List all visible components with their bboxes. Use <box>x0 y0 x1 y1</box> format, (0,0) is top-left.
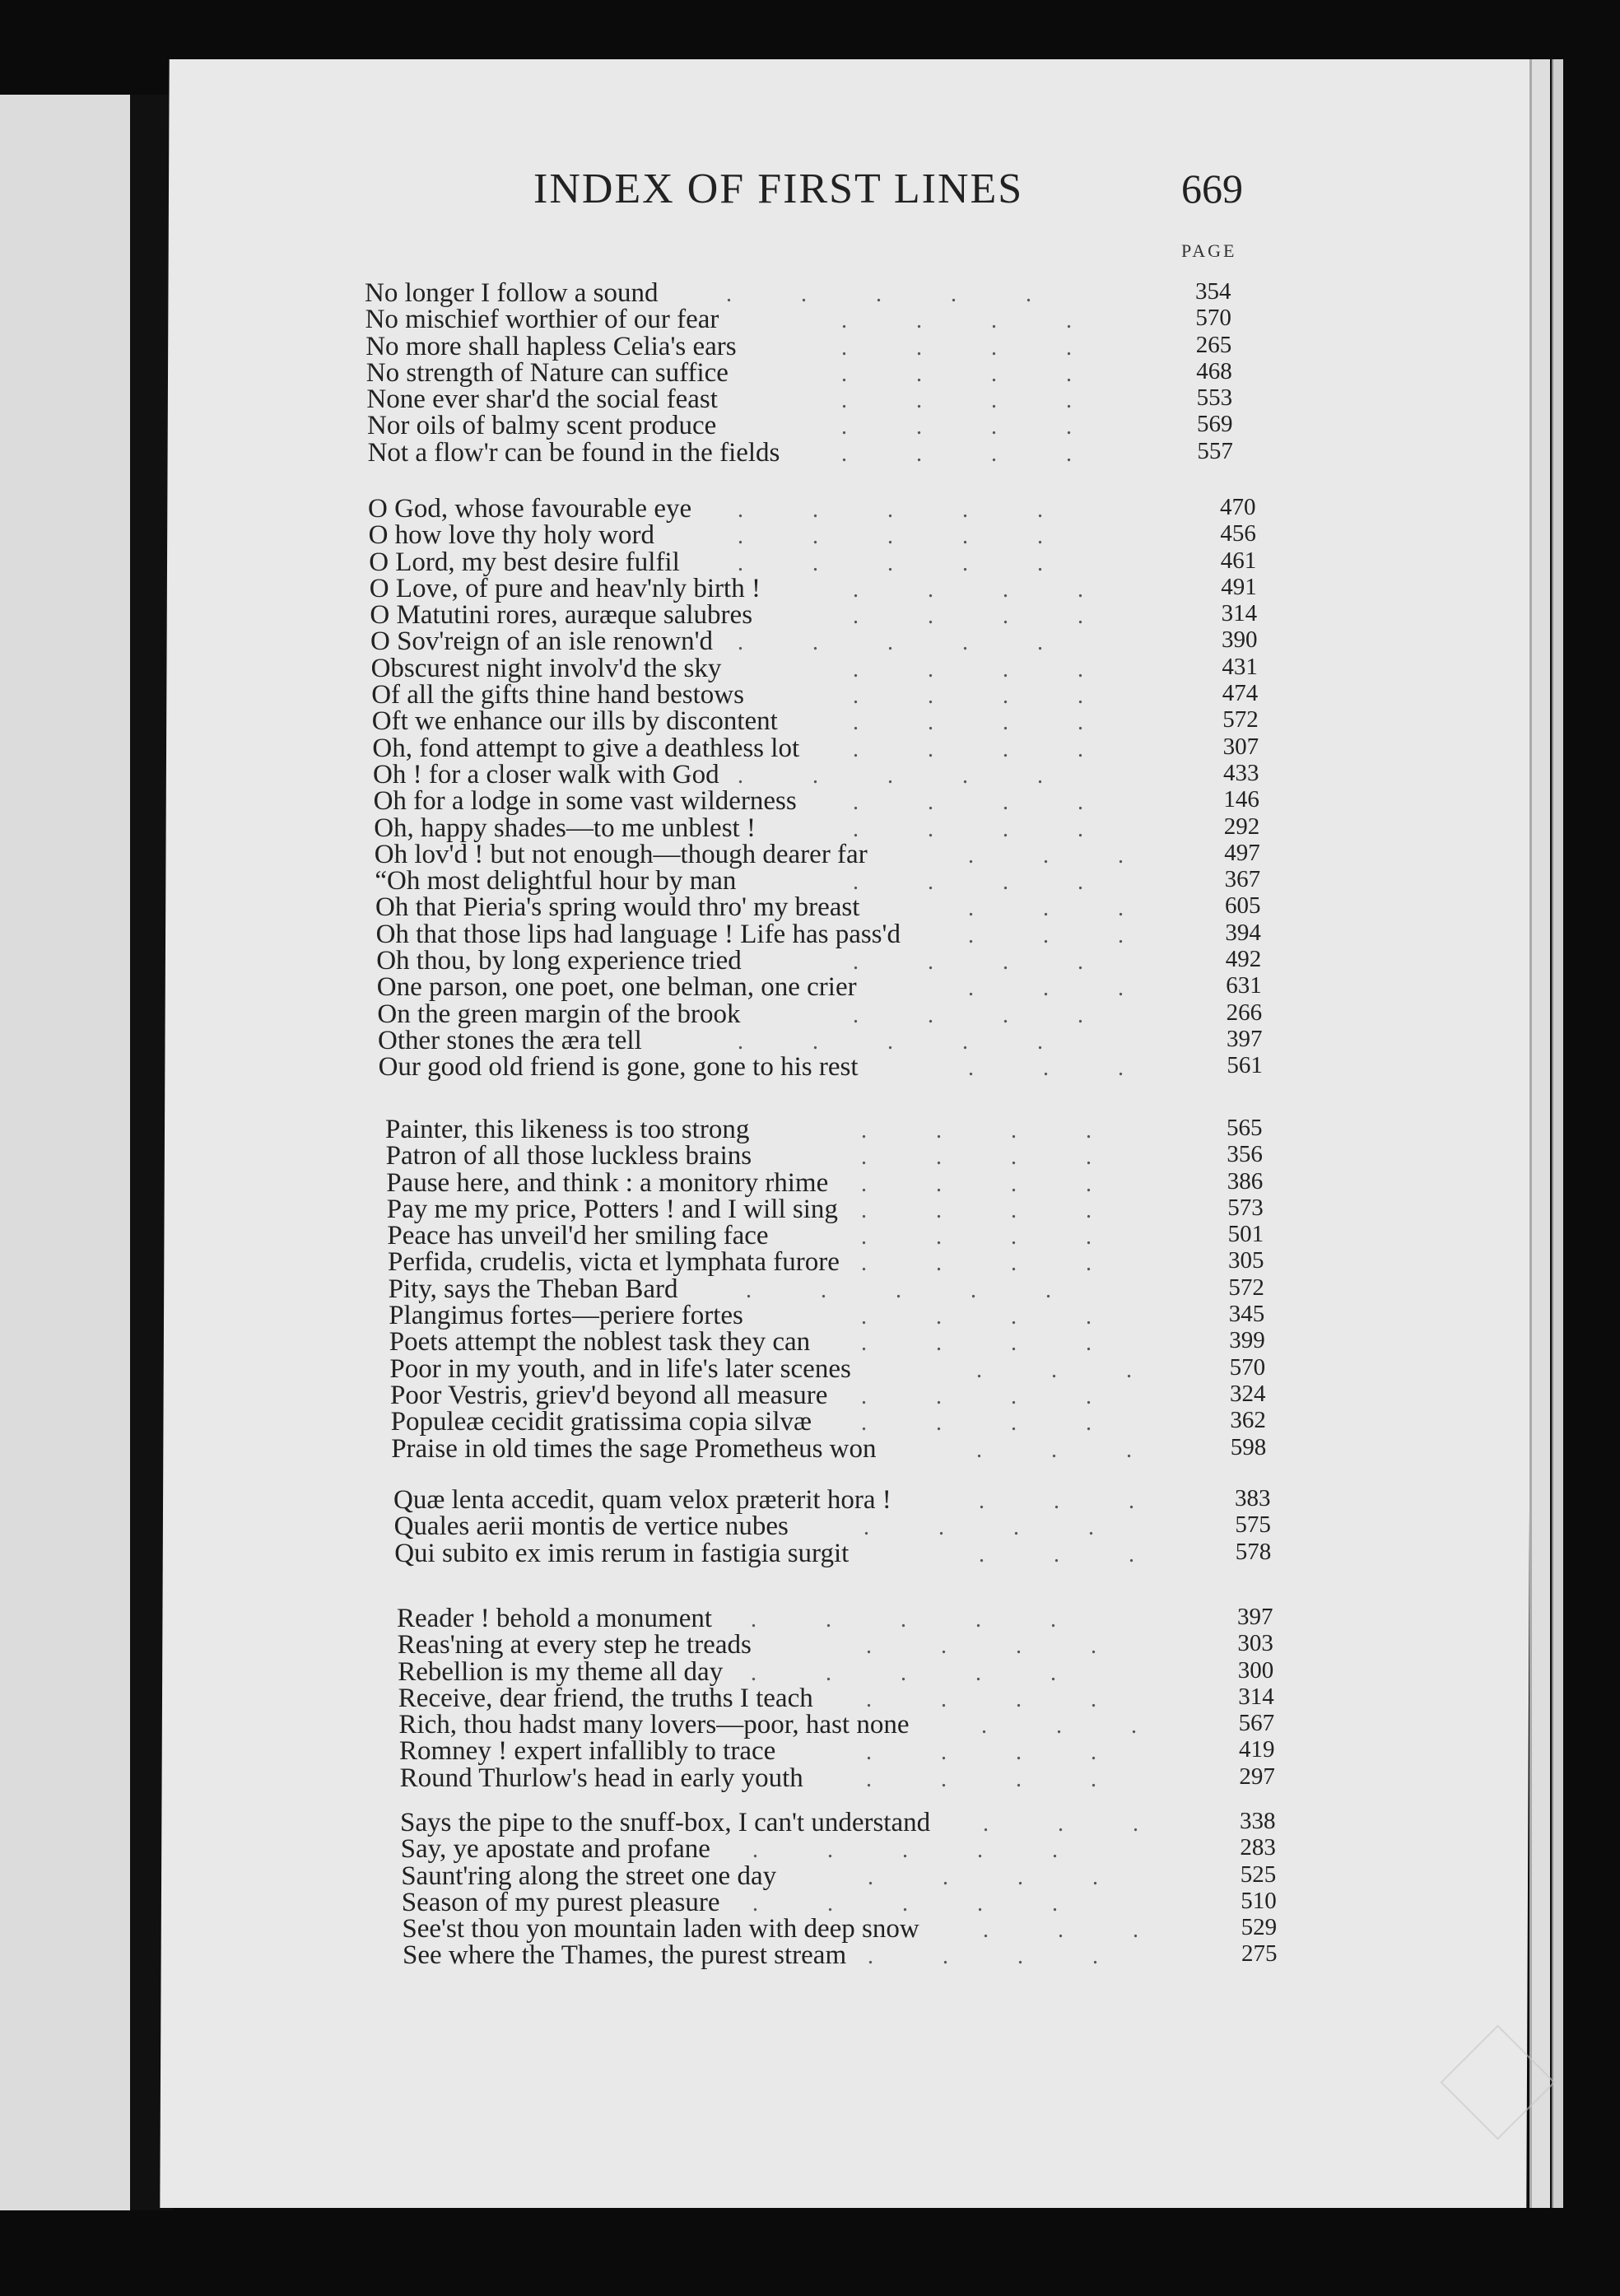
index-entry <box>0 437 1620 468</box>
dot-leader: . . . . <box>841 361 1072 387</box>
first-line-text: See where the Thames, the purest stream <box>403 1940 847 1971</box>
dot-leader: . . . <box>979 1488 1134 1514</box>
page-ref: 314 <box>1221 600 1258 627</box>
first-line-text: Reas'ning at every step he treads <box>397 1630 752 1660</box>
dot-leader: . . . . <box>861 1224 1092 1250</box>
dot-leader: . . . . <box>853 683 1083 710</box>
page-title: INDEX OF FIRST LINES <box>533 165 1024 212</box>
first-line-text: O Sov'reign of an isle renown'd <box>370 626 714 657</box>
first-line-text: Qui subito ex imis rerum in fastigia surgit <box>394 1538 850 1568</box>
index-entry <box>0 333 1620 360</box>
first-line-text: Of all the gifts thine hand bestows <box>371 680 744 710</box>
index-entry <box>0 1632 1620 1658</box>
dot-leader: . . . . <box>853 710 1083 736</box>
first-line-text: Poor in my youth, and in life's later scenes <box>389 1353 851 1384</box>
page-ref: 567 <box>1238 1710 1275 1737</box>
index-entry <box>0 1353 1620 1384</box>
index-entry <box>0 520 1620 551</box>
dot-leader: . . . . <box>861 1330 1092 1357</box>
index-entry <box>0 1247 1620 1278</box>
dot-leader: . . . . <box>861 1171 1092 1197</box>
page-ref: 146 <box>1223 786 1259 813</box>
index-entry <box>0 357 1620 388</box>
dot-leader: . . . . <box>841 414 1072 440</box>
first-line-text: Poor Vestris, griev'd beyond all measure <box>390 1380 828 1410</box>
page-ref: 303 <box>1237 1630 1273 1657</box>
index-entry <box>0 1889 1620 1916</box>
first-line-text: Oh that those lips had language ! Life has pass'd <box>375 919 901 949</box>
page-ref: 492 <box>1225 946 1262 973</box>
dot-leader: . . . . . <box>738 1028 1043 1055</box>
page-ref: 390 <box>1222 626 1258 654</box>
index-entry <box>0 815 1620 841</box>
first-line-text: Reader ! behold a monument <box>397 1604 713 1633</box>
index-entry <box>0 412 1620 439</box>
page-ref: 419 <box>1239 1736 1275 1763</box>
dot-leader: . . . . . <box>738 497 1043 523</box>
first-line-text: Obscurest night involv'd the sky <box>370 653 722 683</box>
first-line-text: Pay me my price, Potters ! and I will sing <box>386 1194 838 1224</box>
page-ref: 570 <box>1195 305 1231 332</box>
index-entry <box>0 1409 1620 1435</box>
dot-leader: . . . . <box>861 1383 1092 1409</box>
page-ref: 565 <box>1227 1115 1263 1141</box>
page-ref: 605 <box>1225 892 1261 920</box>
dot-leader: . . . . . <box>752 1890 1058 1916</box>
index-entry <box>0 496 1620 522</box>
first-line-text: One parson, one poet, one belman, one crier <box>376 972 857 1003</box>
page-ref: 561 <box>1227 1052 1263 1079</box>
first-line-text: Pause here, and think : a monitory rhime <box>386 1167 829 1198</box>
page-ref: 497 <box>1224 839 1260 866</box>
page-ref: 529 <box>1241 1914 1278 1941</box>
dot-leader: . . . . . <box>738 524 1043 550</box>
index-entry <box>0 786 1620 817</box>
first-line-text: Oft we enhance our ills by discontent <box>371 706 778 737</box>
index-entry <box>0 761 1620 788</box>
index-entry <box>0 600 1620 631</box>
page-ref: 468 <box>1196 357 1232 384</box>
first-line-text: Oh, happy shades—to me unblest ! <box>374 813 756 843</box>
dot-leader: . . . . <box>853 736 1083 762</box>
dot-leader: . . . . <box>841 440 1072 467</box>
page-ref: 314 <box>1238 1683 1274 1710</box>
dot-leader: . . . . <box>861 1410 1092 1437</box>
page-ref: 338 <box>1240 1808 1276 1834</box>
page-ref: 356 <box>1227 1141 1263 1168</box>
first-line-text: Other stones the æra tell <box>378 1025 642 1055</box>
page-ref: 300 <box>1237 1656 1274 1684</box>
page-ref: 569 <box>1197 411 1233 438</box>
page-ref: 570 <box>1229 1353 1266 1381</box>
index-section <box>0 496 1620 1081</box>
page-number: 669 <box>1181 165 1243 212</box>
dot-leader: . . . <box>983 1811 1138 1837</box>
page-ref: 275 <box>1241 1940 1278 1968</box>
index-entry <box>0 549 1620 575</box>
page-ref: 431 <box>1222 653 1258 680</box>
page-ref: 631 <box>1226 972 1262 999</box>
index-entry <box>0 1712 1620 1738</box>
first-line-text: No strength of Nature can suffice <box>365 357 729 388</box>
dot-leader: . . . <box>968 842 1124 869</box>
dot-leader: . . . <box>983 1917 1138 1944</box>
dot-leader: . . . . . <box>738 550 1043 576</box>
page-ref: 572 <box>1228 1274 1264 1301</box>
page-ref: 324 <box>1230 1380 1266 1407</box>
index-entry <box>0 1940 1620 1971</box>
page-ref: 305 <box>1228 1247 1264 1274</box>
first-line-text: Quales aerii montis de vertice nubes <box>393 1511 789 1542</box>
first-line-text: On the green margin of the brook <box>377 999 741 1029</box>
page-ref: 399 <box>1229 1327 1265 1354</box>
first-line-text: No longer I follow a sound <box>365 278 659 308</box>
index-section <box>0 1487 1620 1567</box>
page-ref: 383 <box>1235 1485 1271 1511</box>
page-ref: 461 <box>1220 547 1257 574</box>
index-entry <box>0 1027 1620 1054</box>
index-entry <box>0 1736 1620 1767</box>
page-ref: 510 <box>1241 1887 1277 1914</box>
dot-leader: . . . . <box>853 603 1083 630</box>
index-entry <box>0 866 1620 897</box>
dot-leader: . . . . <box>853 869 1083 896</box>
first-line-text: Patron of all those luckless brains <box>385 1141 752 1171</box>
first-line-text: Season of my purest pleasure <box>401 1887 720 1917</box>
index-entry <box>0 1863 1620 1889</box>
index-entry <box>0 1540 1620 1567</box>
page-ref: 573 <box>1227 1194 1264 1221</box>
index-entry <box>0 384 1620 415</box>
first-line-text: Our good old friend is gone, gone to his rest <box>378 1052 859 1083</box>
dot-leader: . . . . <box>866 1686 1096 1712</box>
page-ref: 557 <box>1197 437 1233 464</box>
first-line-text: O Love, of pure and heav'nly birth ! <box>369 573 761 603</box>
first-line-text: Oh that Pieria's spring would thro' my breast <box>375 892 860 923</box>
dot-leader: . . . . <box>841 308 1072 334</box>
index-entry <box>0 972 1620 1003</box>
first-line-text: Saunt'ring along the street one day <box>401 1861 777 1891</box>
first-line-text: No mischief worthier of our fear <box>365 305 719 335</box>
index-section <box>0 1809 1620 1969</box>
page-ref: 394 <box>1225 919 1261 946</box>
page-ref: 578 <box>1235 1538 1272 1565</box>
page-ref: 345 <box>1228 1301 1265 1328</box>
first-line-text: Romney ! expert infallibly to trace <box>399 1736 776 1767</box>
first-line-text: Perfida, crudelis, victa et lymphata furore <box>388 1247 840 1278</box>
first-line-text: Oh, fond attempt to give a deathless lot <box>372 733 800 763</box>
index-entry <box>0 682 1620 708</box>
page-ref: 292 <box>1223 813 1260 840</box>
index-entry <box>0 1143 1620 1169</box>
first-line-text: Painter, this likeness is too strong <box>385 1115 750 1144</box>
index-entry <box>0 1167 1620 1198</box>
dot-leader: . . . . <box>841 388 1072 414</box>
index-entry <box>0 626 1620 657</box>
page-ref: 470 <box>1220 494 1256 520</box>
dot-leader: . . . . <box>864 1515 1094 1541</box>
page-ref: 354 <box>1195 278 1231 305</box>
index-entry <box>0 1809 1620 1836</box>
index-entry <box>0 1916 1620 1942</box>
dot-leader: . . . . <box>866 1739 1096 1766</box>
page-ref: 572 <box>1222 706 1259 734</box>
dot-leader: . . . . . <box>752 1837 1058 1864</box>
first-line-text: Round Thurlow's head in early youth <box>399 1763 803 1793</box>
first-line-text: O Lord, my best desire fulfil <box>369 547 680 577</box>
first-line-text: Quæ lenta accedit, quam velox præterit hora ! <box>393 1485 891 1515</box>
page-ref: 501 <box>1227 1221 1264 1248</box>
index-section <box>0 280 1620 466</box>
index-entry <box>0 892 1620 923</box>
first-line-text: Praise in old times the sage Prometheus won <box>391 1433 877 1464</box>
dot-leader: . . . . <box>841 334 1072 361</box>
page-ref: 525 <box>1240 1861 1277 1888</box>
index-entry <box>0 306 1620 333</box>
page-ref: 598 <box>1230 1433 1267 1460</box>
first-line-text: Plangimus fortes—periere fortes <box>389 1301 743 1331</box>
page-ref: 553 <box>1196 384 1233 412</box>
first-line-text: Say, ye apostate and profane <box>400 1834 710 1865</box>
first-line-text: Oh thou, by long experience tried <box>376 946 742 976</box>
dot-leader: . . . <box>968 896 1124 922</box>
page-ref: 491 <box>1221 573 1257 600</box>
dot-leader: . . . . <box>853 656 1083 682</box>
first-line-text: Peace has unveil'd her smiling face <box>387 1221 769 1251</box>
dot-leader: . . . . <box>866 1633 1096 1660</box>
first-line-text: Poets attempt the noblest task they can <box>389 1327 811 1358</box>
index-entry <box>0 280 1620 306</box>
page-ref: 307 <box>1222 733 1259 760</box>
page-ref: 474 <box>1222 680 1259 707</box>
page-ref: 297 <box>1239 1763 1275 1790</box>
index-entry <box>0 1276 1620 1302</box>
page-ref: 266 <box>1226 999 1263 1026</box>
index-entry <box>0 1433 1620 1464</box>
index-entry <box>0 1656 1620 1687</box>
page-ref: 397 <box>1227 1025 1263 1052</box>
index-entry <box>0 735 1620 761</box>
dot-leader: . . . . <box>861 1304 1092 1330</box>
index-entry <box>0 1302 1620 1329</box>
index-section <box>0 1116 1620 1462</box>
page-ref: 575 <box>1235 1511 1271 1539</box>
dot-leader: . . . <box>976 1357 1132 1383</box>
index-entry <box>0 1834 1620 1865</box>
dot-leader: . . . . . <box>746 1277 1051 1303</box>
page-ref: 433 <box>1223 759 1259 786</box>
dot-leader: . . . . <box>868 1944 1098 1970</box>
dot-leader: . . . . <box>853 789 1083 816</box>
page-ref: 265 <box>1195 331 1232 358</box>
page-ref: 283 <box>1240 1834 1276 1861</box>
dot-leader: . . . <box>979 1541 1134 1567</box>
dot-leader: . . . . . <box>738 630 1043 656</box>
first-line-text: Oh ! for a closer walk with God <box>373 759 719 789</box>
first-line-text: Nor oils of balmy scent produce <box>367 411 717 441</box>
index-entry <box>0 1511 1620 1542</box>
first-line-text: Rebellion is my theme all day <box>398 1656 724 1687</box>
first-line-text: See'st thou yon mountain laden with deep snow <box>402 1914 919 1944</box>
index-entry <box>0 1223 1620 1249</box>
dot-leader: . . . . <box>853 1002 1083 1028</box>
dot-leader: . . . . <box>853 576 1083 603</box>
dot-leader: . . . . <box>853 816 1083 842</box>
first-line-text: Oh for a lodge in some vast wilderness <box>373 786 797 817</box>
dot-leader: . . . <box>968 922 1124 948</box>
dot-leader: . . . . <box>861 1118 1092 1143</box>
page-ref: 397 <box>1237 1604 1273 1630</box>
first-line-text: Populeæ cecidit gratissima copia silvæ <box>390 1407 812 1437</box>
dot-leader: . . . <box>968 1055 1124 1082</box>
first-line-text: None ever shar'd the social feast <box>366 384 718 415</box>
dot-leader: . . . . <box>866 1766 1096 1792</box>
index-entry <box>0 1605 1620 1632</box>
dot-leader: . . . . <box>861 1197 1092 1223</box>
first-line-text: Not a flow'r can be found in the fields <box>367 437 780 468</box>
index-entry <box>0 1765 1620 1791</box>
index-entry <box>0 655 1620 682</box>
first-line-text: Oh lov'd ! but not enough—though dearer far <box>374 839 868 869</box>
index-entry <box>0 948 1620 974</box>
page-ref: 456 <box>1220 520 1256 547</box>
first-line-text: Receive, dear friend, the truths I teach <box>398 1683 813 1713</box>
first-line-text: “Oh most delightful hour by man <box>375 866 737 897</box>
index-entry <box>0 1487 1620 1513</box>
dot-leader: . . . . <box>861 1250 1092 1277</box>
first-line-text: O how love thy holy word <box>368 520 654 551</box>
page-column-label: PAGE <box>1181 240 1237 261</box>
index-entry <box>0 1196 1620 1223</box>
first-line-text: O Matutini rores, auræque salubres <box>370 600 753 631</box>
dot-leader: . . . . . <box>738 762 1043 789</box>
index-entry <box>0 1052 1620 1083</box>
dot-leader: . . . . <box>861 1144 1092 1171</box>
first-line-text: Rich, thou hadst many lovers—poor, hast none <box>398 1710 910 1740</box>
index-section <box>0 1605 1620 1791</box>
first-line-text: Says the pipe to the snuff-box, I can't understand <box>400 1808 931 1837</box>
index-entry <box>0 921 1620 948</box>
dot-leader: . . . . <box>868 1864 1098 1890</box>
page-ref: 362 <box>1230 1407 1266 1434</box>
dot-leader: . . . . <box>853 949 1083 976</box>
page-ref: 386 <box>1227 1167 1264 1195</box>
index-entry <box>0 1116 1620 1143</box>
index-entry <box>0 1327 1620 1358</box>
dot-leader: . . . <box>976 1437 1132 1463</box>
first-line-text: Pity, says the Theban Bard <box>388 1274 678 1304</box>
first-line-text: No more shall hapless Celia's ears <box>365 331 737 361</box>
index-entry <box>0 706 1620 737</box>
running-header <box>0 165 1620 222</box>
index-entry <box>0 1001 1620 1027</box>
index-entry <box>0 1685 1620 1712</box>
index-entry <box>0 841 1620 868</box>
page-ref: 367 <box>1224 866 1261 893</box>
dot-leader: . . . <box>981 1713 1137 1739</box>
dot-leader: . . . <box>968 976 1124 1002</box>
index-entry <box>0 1382 1620 1409</box>
dot-leader: . . . . . <box>726 282 1031 307</box>
first-line-text: O God, whose favourable eye <box>368 494 692 524</box>
dot-leader: . . . . . <box>751 1660 1056 1686</box>
index-entry <box>0 575 1620 602</box>
dot-leader: . . . . . <box>751 1607 1056 1632</box>
